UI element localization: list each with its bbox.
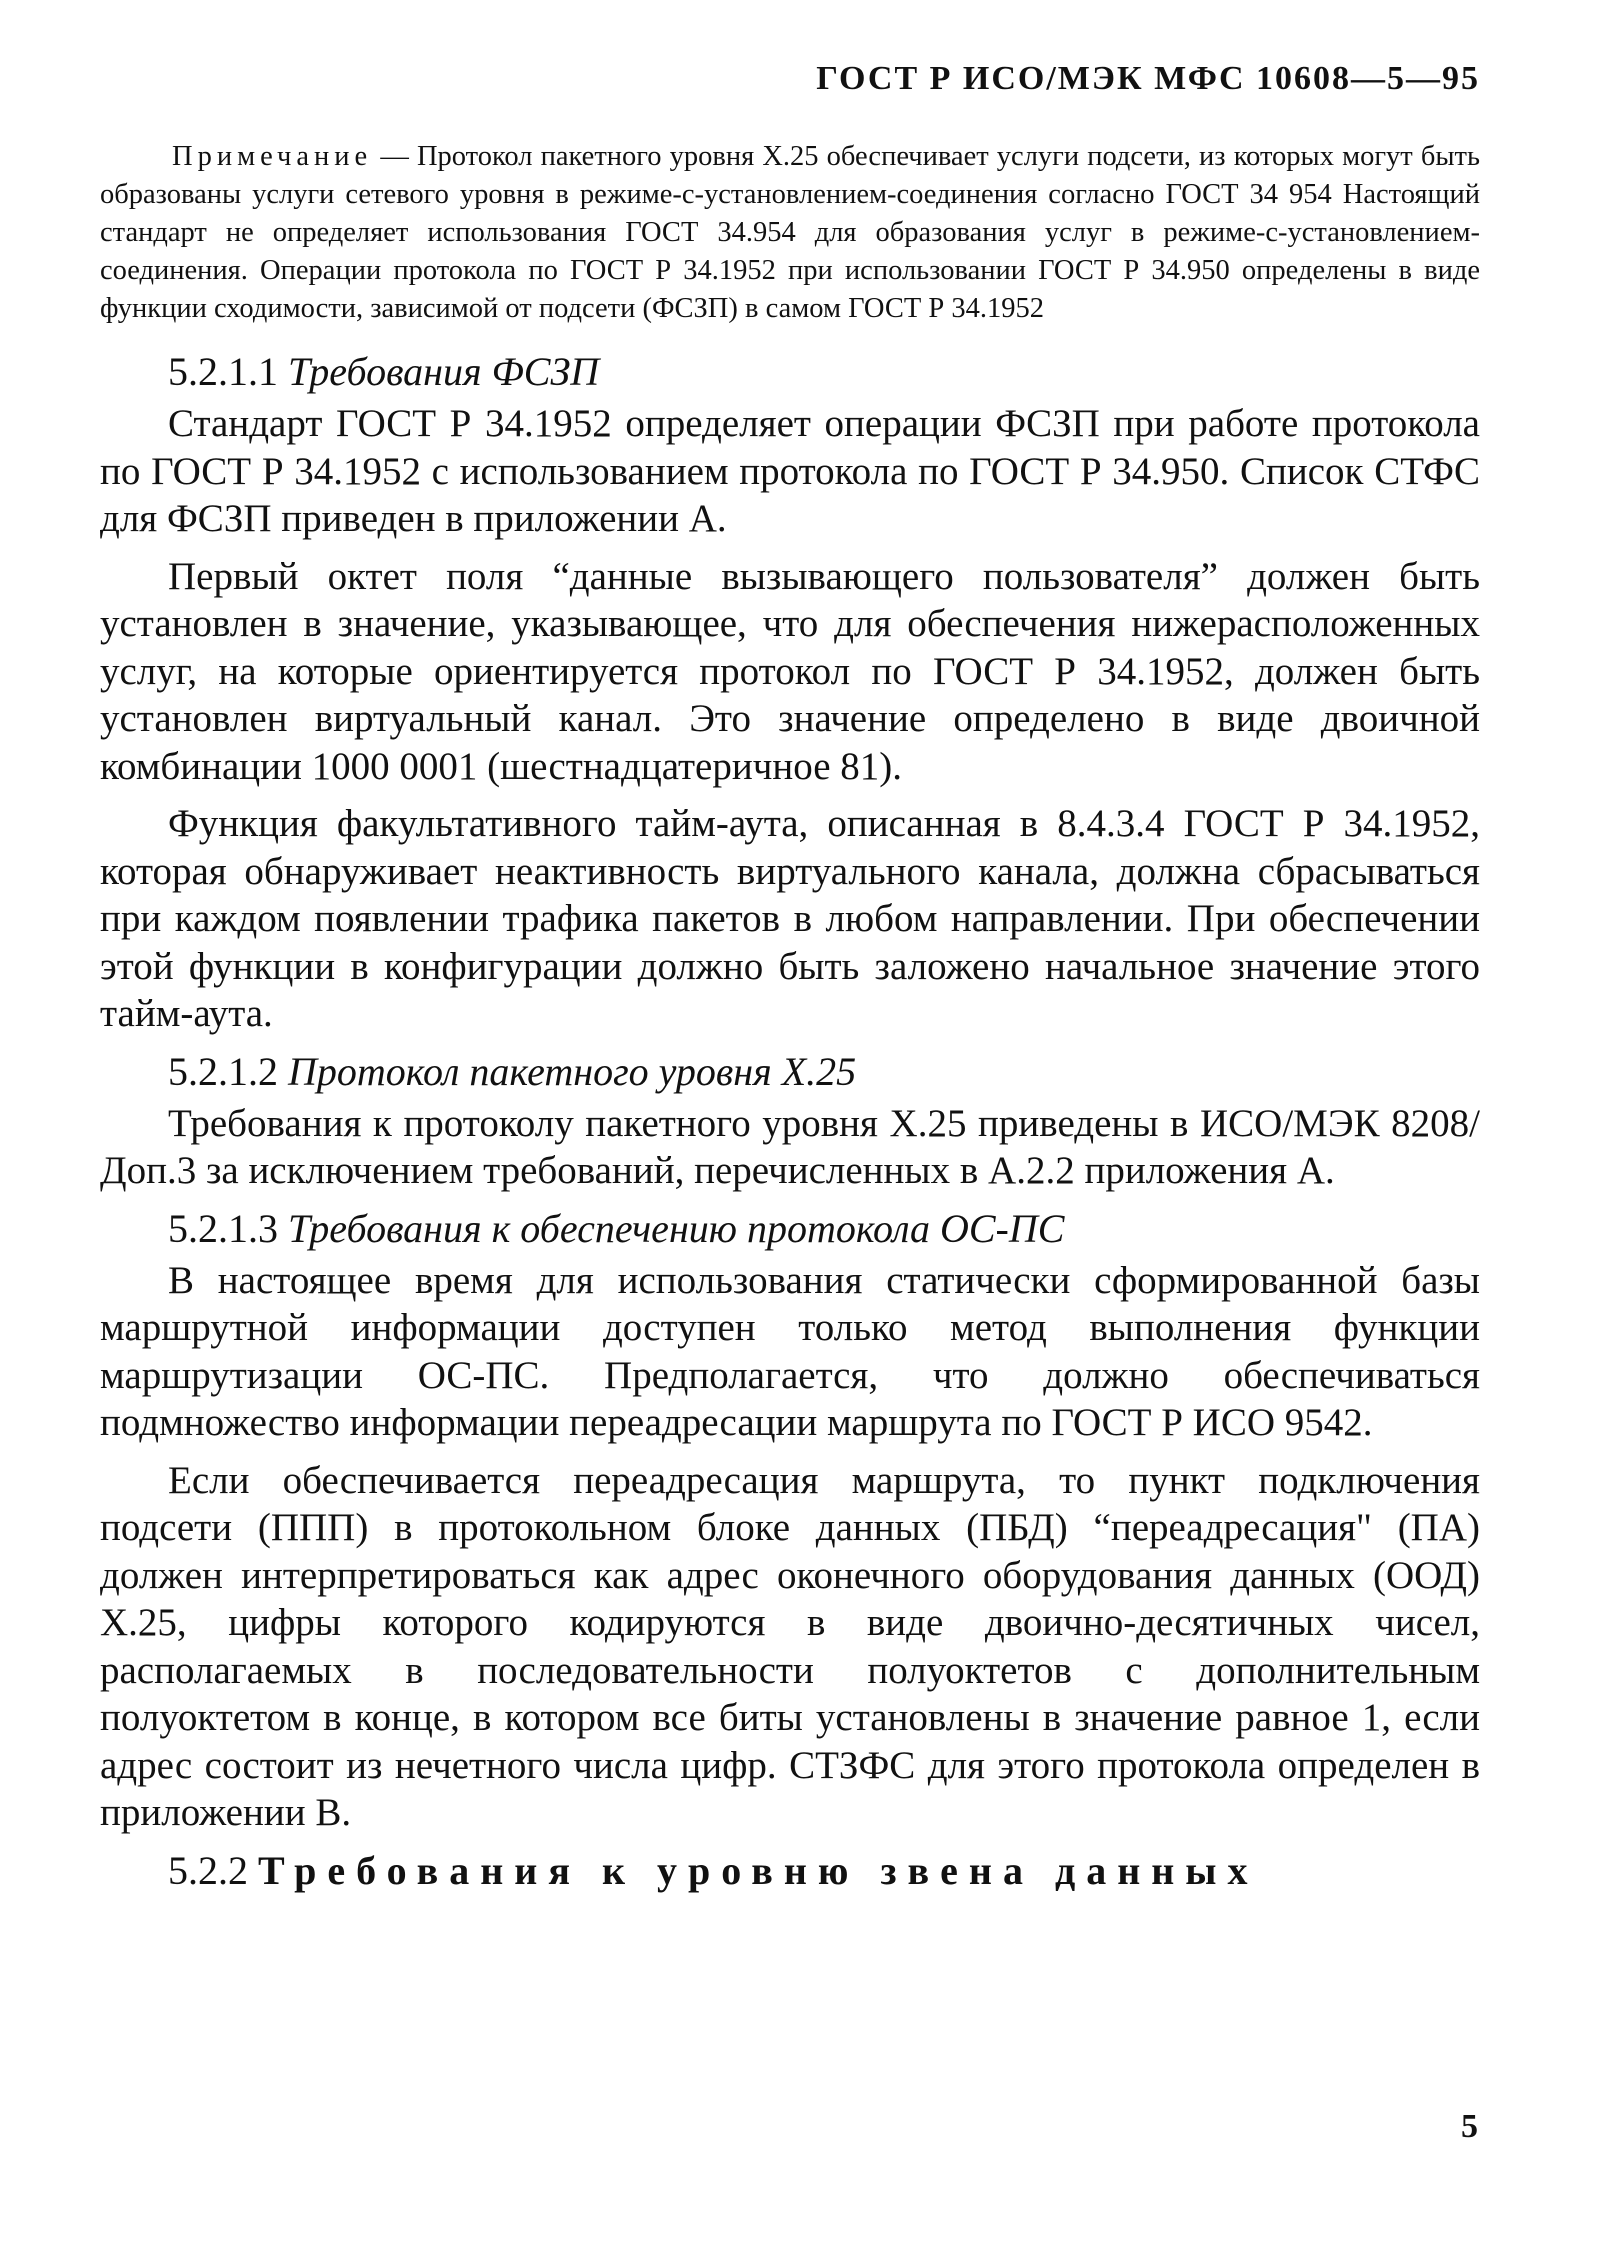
section-number: 5.2.1.3	[168, 1205, 278, 1251]
note-block	[100, 138, 1480, 328]
document-page	[100, 60, 1480, 1895]
running-header: ГОСТ Р ИСО/МЭК МФС 10608—5—95	[816, 60, 1480, 97]
paragraph: Первый октет поля “данные вызывающего пользователя” должен быть установлен в значение, указывающее, что для обеспечения нижерасположенных услуг, на которые ориентируется протокол по ГОСТ Р 34.1952, должен быть установлен виртуальный канал. Это значение определено в виде двоичной комбинации 1000 0001 (шестнадцатеричное 81).	[100, 554, 1480, 788]
section-5-2-1-3-heading	[100, 1205, 1480, 1253]
section-number: 5.2.1.2	[168, 1048, 278, 1094]
note-label: Примечание	[172, 141, 373, 172]
section-title: Протокол пакетного уровня Х.25	[288, 1048, 857, 1094]
paragraph: Стандарт ГОСТ Р 34.1952 определяет операции ФСЗП при работе протокола по ГОСТ Р 34.1952 с использованием протокола по ГОСТ Р 34.950. Список СТФС для ФСЗП приведен в приложении А.	[100, 402, 1480, 540]
section-5-2-1-1-heading	[100, 348, 1480, 396]
paragraph: В настоящее время для использования статически сформированной базы маршрутной информации доступен только метод выполнения функции маршрутизации ОС-ПС. Предполагается, что должно обеспечиваться подмножество информации переадресации маршрута по ГОСТ Р ИСО 9542.	[100, 1258, 1480, 1444]
paragraph: Функция факультативного тайм-аута, описанная в 8.4.3.4 ГОСТ Р 34.1952, которая обнаруживает неактивность виртуального канала, должна сбрасываться при каждом появлении трафика пакетов в любом направлении. При обеспечении этой функции в конфигурации должно быть заложено начальное значение этого тайм-аута.	[100, 802, 1480, 1035]
paragraph: Требования к протоколу пакетного уровня Х.25 приведены в ИСО/МЭК 8208/Доп.3 за исключением требований, перечисленных в А.2.2 приложения А.	[100, 1101, 1480, 1192]
section-5-2-2-heading	[100, 1847, 1480, 1895]
section-title: Требования к уровню звена данных	[258, 1847, 1259, 1893]
section-title: Требования к обеспечению протокола ОС-ПС	[288, 1205, 1065, 1251]
section-5-2-1-2-heading	[100, 1048, 1480, 1096]
section-title: Требования ФСЗП	[288, 349, 600, 394]
section-number: 5.2.2	[168, 1847, 248, 1893]
paragraph: Если обеспечивается переадресация маршрута, то пункт подключения подсети (ППП) в протокольном блоке данных (ПБД) “переадресация" (ПА) должен интерпретироваться как адрес оконечного оборудования данных (ООД) Х.25, цифры которого кодируются в виде двоично-десятичных чисел, располагаемых в последовательности полуоктетов с дополнительным полуоктетом в конце, в котором все биты установлены в значение равное 1, если адрес состоит из нечетного числа цифр. СТЗФС для этого протокола определен в приложении В.	[100, 1458, 1480, 1834]
page-number: 5	[1461, 2108, 1478, 2145]
section-number: 5.2.1.1	[168, 349, 278, 394]
note-text: — Протокол пакетного уровня Х.25 обеспечивает услуги подсети, из которых могут быть образованы услуги сетевого уровня в режиме-с-установлением-соединения согласно ГОСТ 34 954 Настоящий стандарт не определяет использования ГОСТ 34.954 для образования услуг в режиме-с-установлением-соединения. Операции протокола по ГОСТ Р 34.1952 при использовании ГОСТ Р 34.950 определены в виде функции сходимости, зависимой от подсети (ФСЗП) в самом ГОСТ Р 34.1952	[100, 141, 1480, 324]
